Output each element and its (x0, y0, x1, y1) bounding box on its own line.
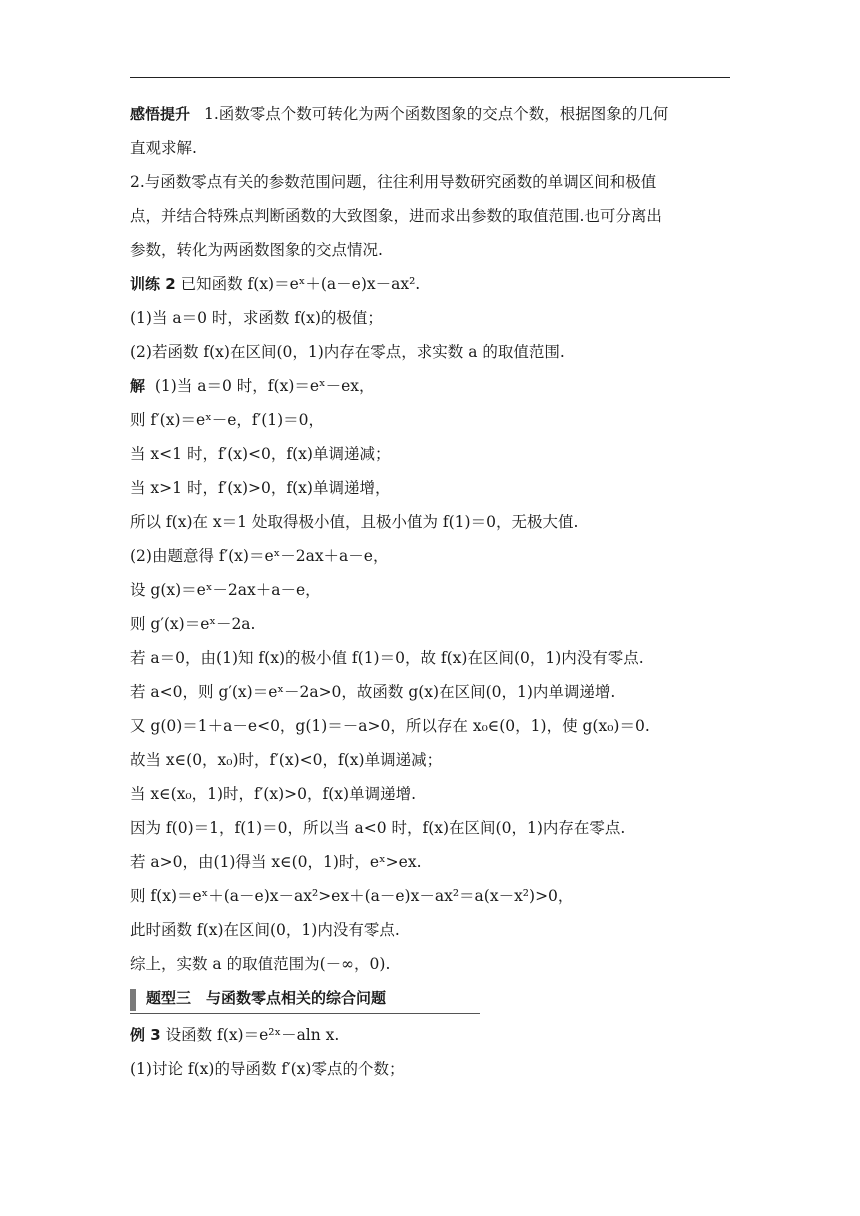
solution-text: (1)当 a＝0 时，f(x)＝eˣ－ex， (154, 377, 375, 395)
solution-line: 综上，实数 a 的取值范围为(－∞，0). (130, 955, 391, 973)
solution-line: 此时函数 f(x)在区间(0，1)内没有零点. (130, 921, 400, 939)
solution-line: 所以 f(x)在 x＝1 处取得极小值，且极小值为 f(1)＝0，无极大值. (130, 513, 579, 531)
summary-line-2: 直观求解. (130, 139, 197, 157)
exercise-label: 训练 2 (130, 275, 176, 293)
solution-line: 若 a<0，则 g′(x)＝eˣ－2a>0，故函数 g(x)在区间(0，1)内单调递增. (130, 683, 616, 701)
example-statement (130, 1018, 730, 1052)
solution-line: 当 x>1 时，f′(x)>0，f(x)单调递增， (130, 479, 391, 497)
section-marker (130, 989, 136, 1011)
summary-text: 1.函数零点个数可转化为两个函数图象的交点个数，根据图象的几何 (204, 105, 669, 123)
example-text: 设函数 f(x)＝e²ˣ－aln x. (165, 1026, 340, 1044)
solution-line: (2)由题意得 f′(x)＝eˣ－2ax＋a－e， (130, 547, 389, 565)
section-heading (130, 983, 480, 1014)
solution-line (130, 369, 730, 403)
solution-line: 因为 f(0)＝1，f(1)＝0，所以当 a<0 时，f(x)在区间(0，1)内存在零点. (130, 819, 626, 837)
example-label: 例 3 (130, 1026, 161, 1044)
summary-line-3: 2.与函数零点有关的参数范围问题，往往利用导数研究函数的单调区间和极值 (130, 173, 657, 191)
solution-line: 则 f′(x)＝eˣ－e，f′(1)＝0， (130, 411, 325, 429)
solution-line: 若 a＝0，由(1)知 f(x)的极小值 f(1)＝0，故 f(x)在区间(0，1)内没有零点. (130, 649, 644, 667)
example-question-1: (1)讨论 f(x)的导函数 f′(x)零点的个数； (130, 1060, 405, 1078)
summary-heading: 感悟提升 (130, 105, 191, 123)
summary-line-4: 点，并结合特殊点判断函数的大致图象，进而求出参数的取值范围.也可分离出 (130, 207, 662, 225)
solution-line: 则 g′(x)＝eˣ－2a. (130, 615, 256, 633)
summary-line-1 (130, 97, 730, 131)
solution-line: 又 g(0)＝1＋a－e<0，g(1)＝－a>0，所以存在 x₀∈(0，1)，使 g(x₀)＝0. (130, 717, 650, 735)
section-title: 题型三 与函数零点相关的综合问题 (146, 989, 387, 1007)
header-rule (130, 77, 730, 78)
exercise-text: 已知函数 f(x)＝eˣ＋(a－e)x－ax². (180, 275, 421, 293)
solution-line: 当 x<1 时，f′(x)<0，f(x)单调递减； (130, 445, 391, 463)
exercise-question-1: (1)当 a＝0 时，求函数 f(x)的极值； (130, 309, 383, 327)
document-body (130, 97, 730, 1086)
summary-line-5: 参数，转化为两函数图象的交点情况. (130, 241, 383, 259)
solution-line: 则 f(x)＝eˣ＋(a－e)x－ax²>ex＋(a－e)x－ax²＝a(x－x²)>0， (130, 887, 574, 905)
exercise-statement (130, 267, 730, 301)
exercise-question-2: (2)若函数 f(x)在区间(0，1)内存在零点，求实数 a 的取值范围. (130, 343, 565, 361)
solution-label: 解 (130, 377, 146, 395)
solution-line: 当 x∈(x₀，1)时，f′(x)>0，f(x)单调递增. (130, 785, 416, 803)
solution-line: 若 a>0，由(1)得当 x∈(0，1)时，eˣ>ex. (130, 853, 422, 871)
solution-line: 设 g(x)＝eˣ－2ax＋a－e， (130, 581, 321, 599)
solution-line: 故当 x∈(0，x₀)时，f′(x)<0，f(x)单调递减； (130, 751, 443, 769)
